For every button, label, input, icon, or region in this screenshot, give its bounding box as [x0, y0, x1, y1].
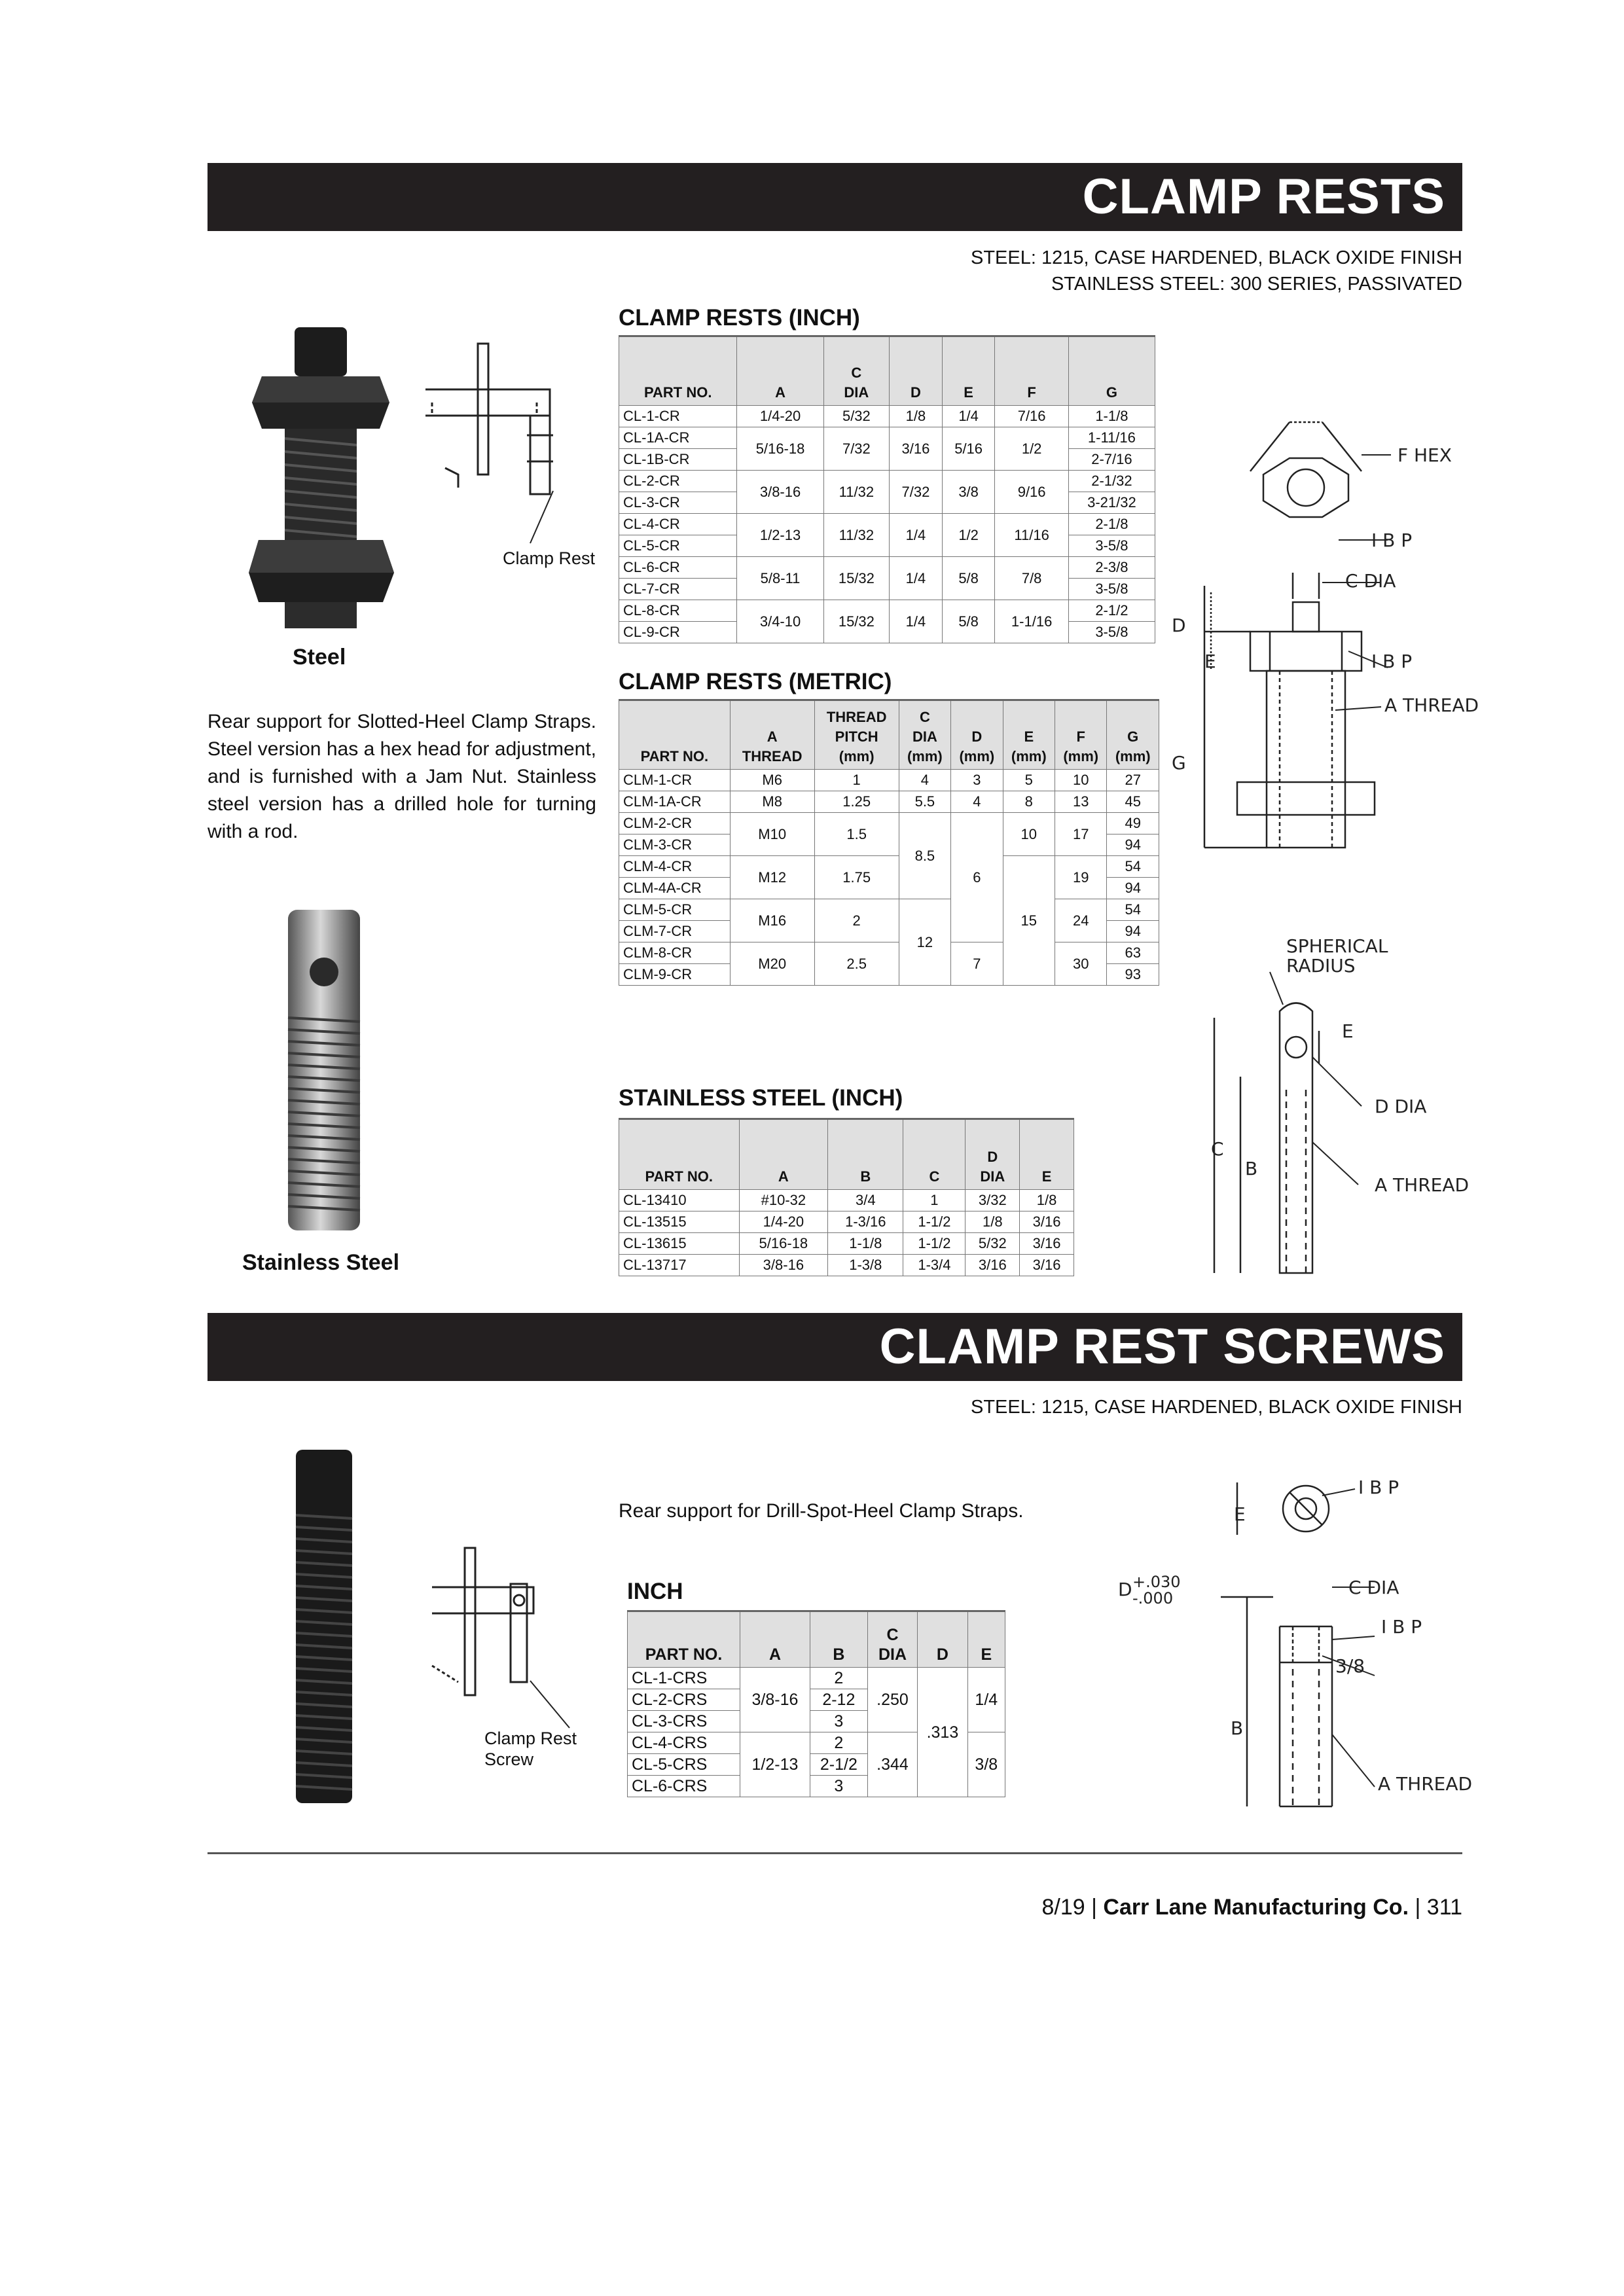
stainless-clamp-rest-photo	[278, 906, 370, 1234]
col-part-no: PART NO.	[619, 700, 731, 770]
table-cell: 5/16-18	[739, 1233, 828, 1255]
col-part-no: PART NO.	[628, 1611, 740, 1668]
col-d-dia	[965, 1119, 1020, 1190]
table-header-row	[619, 336, 1155, 406]
f-hex-label: F HEX	[1398, 444, 1452, 466]
table-cell: 3	[951, 770, 1003, 791]
table-cell: 5/8-11	[737, 557, 823, 600]
leader-line	[524, 1676, 576, 1734]
part-no-cell: CL-3-CRS	[628, 1711, 740, 1732]
table-row	[619, 899, 1159, 921]
table-cell: 2-1/2	[810, 1754, 867, 1776]
table-cell: 27	[1107, 770, 1159, 791]
e-label: E	[1234, 1503, 1246, 1525]
table-cell: 3	[810, 1776, 867, 1797]
table-cell: 2	[810, 1732, 867, 1754]
table-cell: 1/4-20	[739, 1211, 828, 1233]
header-line: G	[1127, 728, 1139, 745]
e-label: E	[1342, 1020, 1354, 1042]
table-row	[619, 600, 1155, 622]
footer-rule	[208, 1852, 1462, 1854]
col-e: E	[942, 336, 995, 406]
part-no-cell: CL-13717	[619, 1255, 740, 1276]
table-row	[628, 1668, 1005, 1689]
part-no-cell: CL-13410	[619, 1190, 740, 1211]
table-cell: 54	[1107, 856, 1159, 878]
table-cell: 3/16	[965, 1255, 1020, 1276]
part-no-cell: CL-5-CR	[619, 535, 737, 557]
table-cell: 3/16	[1020, 1211, 1074, 1233]
spec-line: STEEL: 1215, CASE HARDENED, BLACK OXIDE FINISH	[970, 247, 1462, 268]
table-cell: 3/32	[965, 1190, 1020, 1211]
spec-line: STAINLESS STEEL: 300 SERIES, PASSIVATED	[1051, 274, 1462, 295]
table-cell: 3-5/8	[1068, 535, 1155, 557]
part-no-cell: CLM-9-CR	[619, 964, 731, 986]
table-cell: 63	[1107, 942, 1159, 964]
part-no-cell: CL-9-CR	[619, 622, 737, 643]
table-row	[619, 770, 1159, 791]
col-g	[1107, 700, 1159, 770]
clamp-rest-screw-photo	[288, 1443, 360, 1810]
col-b: B	[828, 1119, 903, 1190]
header-line: F	[1076, 728, 1085, 745]
table-cell: 7/32	[823, 427, 889, 471]
table-cell: 7/8	[995, 557, 1068, 600]
part-no-cell: CL-1A-CR	[619, 427, 737, 449]
table-cell: 9/16	[995, 471, 1068, 514]
d-label: D	[1172, 615, 1186, 636]
table-cell: 2-1/2	[1068, 600, 1155, 622]
clamp-rests-description: Rear support for Slotted-Heel Clamp Straps. Steel version has a hex head for adjustment, and is furnished with a Jam Nut. Stainless steel version has a drilled hole for turning with a rod.	[208, 711, 596, 842]
table-row	[619, 514, 1155, 535]
table-cell: 1/2-13	[737, 514, 823, 557]
table-row	[619, 1233, 1074, 1255]
table-cell: 3/16	[1020, 1233, 1074, 1255]
table-cell: 1-11/16	[1068, 427, 1155, 449]
clamp-rest-assembly-drawing	[419, 337, 589, 507]
part-no-cell: CLM-1-CR	[619, 770, 731, 791]
table-cell: 4	[899, 770, 950, 791]
table-cell: 45	[1107, 791, 1159, 813]
header-line: DIA	[912, 728, 937, 745]
clamp-rest-screw-dimension-drawing	[1113, 1466, 1479, 1820]
a-thread-label: A THREAD	[1378, 1773, 1473, 1795]
table-cell: 1/4	[890, 514, 943, 557]
table-cell: 3/8-16	[740, 1668, 810, 1732]
spherical-radius-label: SPHERICAL	[1286, 935, 1388, 957]
part-no-cell: CL-7-CR	[619, 579, 737, 600]
table-row	[619, 942, 1159, 964]
table-cell: 15/32	[823, 557, 889, 600]
col-part-no: PART NO.	[619, 1119, 740, 1190]
spherical-radius-label: RADIUS	[1286, 955, 1356, 977]
header-line: (mm)	[959, 748, 995, 764]
part-no-cell: CL-6-CRS	[628, 1776, 740, 1797]
table-cell: 1	[814, 770, 899, 791]
table-cell: 2-12	[810, 1689, 867, 1711]
col-e	[1003, 700, 1055, 770]
header-line: D	[971, 728, 983, 745]
table-cell: 8.5	[899, 813, 950, 899]
table-cell: 5.5	[899, 791, 950, 813]
table-row	[619, 856, 1159, 878]
screws-table-title: INCH	[627, 1579, 683, 1604]
header-line: (mm)	[1115, 748, 1151, 764]
table-cell: 1-1/8	[1068, 406, 1155, 427]
col-a-thread	[730, 700, 814, 770]
table-cell: 1	[903, 1190, 965, 1211]
table-cell: 17	[1055, 813, 1107, 856]
table-cell: 12	[899, 899, 950, 986]
header-line: C	[886, 1626, 899, 1644]
col-a: A	[740, 1611, 810, 1668]
table-cell: 1/8	[890, 406, 943, 427]
stainless-steel-table	[619, 1118, 1074, 1276]
col-f: F	[995, 336, 1068, 406]
table-cell: 1/2-13	[740, 1732, 810, 1797]
part-no-cell: CL-13515	[619, 1211, 740, 1233]
table-cell: 94	[1107, 878, 1159, 899]
table-row	[619, 1255, 1074, 1276]
table-header-row	[619, 700, 1159, 770]
table-cell: 3/8	[967, 1732, 1005, 1797]
table-cell: 1/4	[942, 406, 995, 427]
table-cell: 1/4	[967, 1668, 1005, 1732]
table-cell: 1-1/2	[903, 1233, 965, 1255]
table-cell: 2.5	[814, 942, 899, 986]
table-cell: 10	[1055, 770, 1107, 791]
table-cell: M8	[730, 791, 814, 813]
table-row	[619, 406, 1155, 427]
table-cell: 7/16	[995, 406, 1068, 427]
table-row	[619, 813, 1159, 834]
table-cell: 1/4	[890, 600, 943, 643]
table-cell: 3/8	[942, 471, 995, 514]
metric-table-title: CLAMP RESTS (METRIC)	[619, 669, 892, 694]
part-no-cell: CLM-7-CR	[619, 921, 731, 942]
clamp-rests-banner: CLAMP RESTS	[208, 163, 1462, 231]
part-no-cell: CL-2-CR	[619, 471, 737, 492]
table-row	[619, 557, 1155, 579]
col-a: A	[739, 1119, 828, 1190]
col-c-dia	[823, 336, 889, 406]
table-cell: 3-21/32	[1068, 492, 1155, 514]
stainless-table-title: STAINLESS STEEL (INCH)	[619, 1085, 903, 1111]
header-line: E	[1024, 728, 1034, 745]
table-cell: 2-7/16	[1068, 449, 1155, 471]
stainless-clamp-rest-dimension-drawing	[1198, 933, 1479, 1289]
table-cell: #10-32	[739, 1190, 828, 1211]
three-eighths-label: 3/8	[1335, 1655, 1365, 1677]
header-line: DIA	[844, 384, 869, 401]
b-label: B	[1245, 1158, 1258, 1179]
table-cell: 24	[1055, 899, 1107, 942]
table-cell: 5/8	[942, 557, 995, 600]
table-cell: 7/32	[890, 471, 943, 514]
header-line: DIA	[878, 1645, 907, 1664]
page-footer	[1041, 1895, 1462, 1920]
g-label: G	[1172, 752, 1186, 774]
table-row	[619, 471, 1155, 492]
table-cell: 1/8	[965, 1211, 1020, 1233]
table-cell: 3-5/8	[1068, 579, 1155, 600]
part-no-cell: CLM-5-CR	[619, 899, 731, 921]
table-cell: 3/4	[828, 1190, 903, 1211]
clamp-rest-screws-table	[627, 1610, 1005, 1797]
part-no-cell: CL-4-CR	[619, 514, 737, 535]
footer-separator: |	[1091, 1895, 1097, 1920]
table-cell: 15/32	[823, 600, 889, 643]
d-dia-label: D DIA	[1375, 1096, 1427, 1117]
inch-table-title: CLAMP RESTS (INCH)	[619, 305, 860, 331]
header-line: (mm)	[839, 748, 875, 764]
table-cell: 5	[1003, 770, 1055, 791]
e-label: E	[1204, 651, 1216, 672]
ibp-label: I B P	[1381, 1616, 1422, 1638]
clamp-rest-label: Clamp Rest	[503, 548, 596, 568]
table-cell: 1-3/8	[828, 1255, 903, 1276]
table-cell: 1.75	[814, 856, 899, 899]
c-dia-label: C DIA	[1348, 1577, 1399, 1598]
leader-line	[524, 488, 563, 550]
b-label: B	[1231, 1717, 1244, 1739]
clamp-rests-inch-table	[619, 335, 1155, 643]
table-cell: 1/2	[942, 514, 995, 557]
ibp-label: I B P	[1358, 1477, 1399, 1498]
col-e: E	[967, 1611, 1005, 1668]
col-c-dia	[867, 1611, 917, 1668]
ibp-label: I B P	[1371, 529, 1413, 551]
table-cell: M16	[730, 899, 814, 942]
table-cell: 6	[951, 813, 1003, 942]
part-no-cell: CL-1-CRS	[628, 1668, 740, 1689]
footer-separator: |	[1415, 1895, 1421, 1920]
table-row	[619, 427, 1155, 449]
col-b: B	[810, 1611, 867, 1668]
table-cell: 1/2	[995, 427, 1068, 471]
table-cell: 3/8-16	[737, 471, 823, 514]
label-line: Screw	[484, 1749, 534, 1769]
hex-clamp-rest-dimension-drawing	[1165, 409, 1479, 867]
col-c: C	[903, 1119, 965, 1190]
header-line: (mm)	[1011, 748, 1047, 764]
table-cell: 3/8-16	[739, 1255, 828, 1276]
a-thread-label: A THREAD	[1384, 694, 1479, 716]
table-cell: 1-3/4	[903, 1255, 965, 1276]
table-cell: 1-3/16	[828, 1211, 903, 1233]
table-cell: 1-1/2	[903, 1211, 965, 1233]
table-cell: 2-3/8	[1068, 557, 1155, 579]
steel-clamp-rest-photo	[249, 324, 399, 632]
table-cell: 94	[1107, 921, 1159, 942]
table-cell: 1.25	[814, 791, 899, 813]
table-cell: .250	[867, 1668, 917, 1732]
col-d	[951, 700, 1003, 770]
part-no-cell: CLM-2-CR	[619, 813, 731, 834]
table-cell: 2	[810, 1668, 867, 1689]
table-row	[619, 1211, 1074, 1233]
table-cell: M20	[730, 942, 814, 986]
part-no-cell: CL-5-CRS	[628, 1754, 740, 1776]
tolerance-minus-label: -.000	[1132, 1589, 1174, 1607]
table-cell: 3	[810, 1711, 867, 1732]
table-cell: .344	[867, 1732, 917, 1797]
part-no-cell: CL-13615	[619, 1233, 740, 1255]
header-line: DIA	[980, 1168, 1005, 1185]
table-cell: 1-1/8	[828, 1233, 903, 1255]
table-cell: 3/16	[890, 427, 943, 471]
part-no-cell: CLM-1A-CR	[619, 791, 731, 813]
part-no-cell: CL-8-CR	[619, 600, 737, 622]
table-cell: M10	[730, 813, 814, 856]
part-no-cell: CLM-4A-CR	[619, 878, 731, 899]
table-row	[619, 791, 1159, 813]
table-cell: 1/8	[1020, 1190, 1074, 1211]
table-cell: 3/4-10	[737, 600, 823, 643]
table-cell: 54	[1107, 899, 1159, 921]
table-cell: 3-5/8	[1068, 622, 1155, 643]
part-no-cell: CL-4-CRS	[628, 1732, 740, 1754]
table-cell: 4	[951, 791, 1003, 813]
part-no-cell: CL-2-CRS	[628, 1689, 740, 1711]
part-no-cell: CL-1B-CR	[619, 449, 737, 471]
a-thread-label: A THREAD	[1375, 1174, 1470, 1196]
col-thread-pitch	[814, 700, 899, 770]
col-d: D	[918, 1611, 967, 1668]
header-line: PITCH	[835, 728, 878, 745]
table-cell: 5/16	[942, 427, 995, 471]
label-line: Clamp Rest	[484, 1729, 577, 1748]
table-cell: 1/4-20	[737, 406, 823, 427]
stainless-caption: Stainless Steel	[242, 1250, 400, 1275]
table-cell: 11/32	[823, 471, 889, 514]
table-cell: 5/32	[965, 1233, 1020, 1255]
header-line: (mm)	[1063, 748, 1099, 764]
table-cell: 1.5	[814, 813, 899, 856]
header-line: THREAD	[826, 709, 887, 725]
header-line: THREAD	[742, 748, 803, 764]
part-no-cell: CL-1-CR	[619, 406, 737, 427]
table-cell: 11/32	[823, 514, 889, 557]
table-cell: 3/16	[1020, 1255, 1074, 1276]
part-no-cell: CLM-4-CR	[619, 856, 731, 878]
table-header-row	[628, 1611, 1005, 1668]
col-d: D	[890, 336, 943, 406]
material-spec	[971, 245, 1462, 297]
part-no-cell: CLM-8-CR	[619, 942, 731, 964]
c-label: C	[1211, 1138, 1224, 1160]
tolerance-plus-label: +.030	[1132, 1573, 1181, 1591]
table-cell: 13	[1055, 791, 1107, 813]
footer-company: Carr Lane Manufacturing Co.	[1103, 1895, 1409, 1920]
table-cell: 8	[1003, 791, 1055, 813]
material-spec: STEEL: 1215, CASE HARDENED, BLACK OXIDE FINISH	[970, 1397, 1462, 1418]
table-cell: 5/32	[823, 406, 889, 427]
header-line: D	[987, 1149, 998, 1165]
part-no-cell: CL-3-CR	[619, 492, 737, 514]
table-cell: .313	[918, 1668, 967, 1797]
d-label: D	[1118, 1579, 1132, 1600]
table-header-row	[619, 1119, 1074, 1190]
table-cell: 19	[1055, 856, 1107, 899]
col-a: A	[737, 336, 823, 406]
table-cell: 15	[1003, 856, 1055, 986]
part-no-cell: CL-6-CR	[619, 557, 737, 579]
table-cell: 30	[1055, 942, 1107, 986]
header-line: (mm)	[907, 748, 943, 764]
part-no-cell: CLM-3-CR	[619, 834, 731, 856]
table-cell: 2-1/8	[1068, 514, 1155, 535]
table-cell: 2	[814, 899, 899, 942]
table-cell: 49	[1107, 813, 1159, 834]
table-cell: M6	[730, 770, 814, 791]
header-line: C	[851, 365, 862, 381]
clamp-rests-metric-table	[619, 699, 1159, 986]
table-cell: 94	[1107, 834, 1159, 856]
table-cell: 11/16	[995, 514, 1068, 557]
steel-caption: Steel	[293, 645, 346, 670]
clamp-rest-screws-description: Rear support for Drill-Spot-Heel Clamp Straps.	[619, 1500, 1024, 1522]
table-cell: 10	[1003, 813, 1055, 856]
table-cell: 5/16-18	[737, 427, 823, 471]
col-f	[1055, 700, 1107, 770]
table-cell: 1/4	[890, 557, 943, 600]
header-line: A	[767, 728, 778, 745]
table-cell: 1-1/16	[995, 600, 1068, 643]
table-cell: 7	[951, 942, 1003, 986]
table-cell: M12	[730, 856, 814, 899]
page-number: 311	[1426, 1895, 1462, 1920]
table-cell: 2-1/32	[1068, 471, 1155, 492]
table-cell: 5/8	[942, 600, 995, 643]
header-line: C	[919, 709, 930, 725]
table-row	[619, 1190, 1074, 1211]
col-part-no: PART NO.	[619, 336, 737, 406]
footer-date: 8/19	[1041, 1895, 1085, 1920]
clamp-rest-screws-banner: CLAMP REST SCREWS	[208, 1313, 1462, 1381]
col-g: G	[1068, 336, 1155, 406]
c-dia-label: C DIA	[1345, 570, 1396, 592]
table-cell: 93	[1107, 964, 1159, 986]
col-c-dia	[899, 700, 950, 770]
col-e: E	[1020, 1119, 1074, 1190]
ibp-label: I B P	[1371, 651, 1413, 672]
